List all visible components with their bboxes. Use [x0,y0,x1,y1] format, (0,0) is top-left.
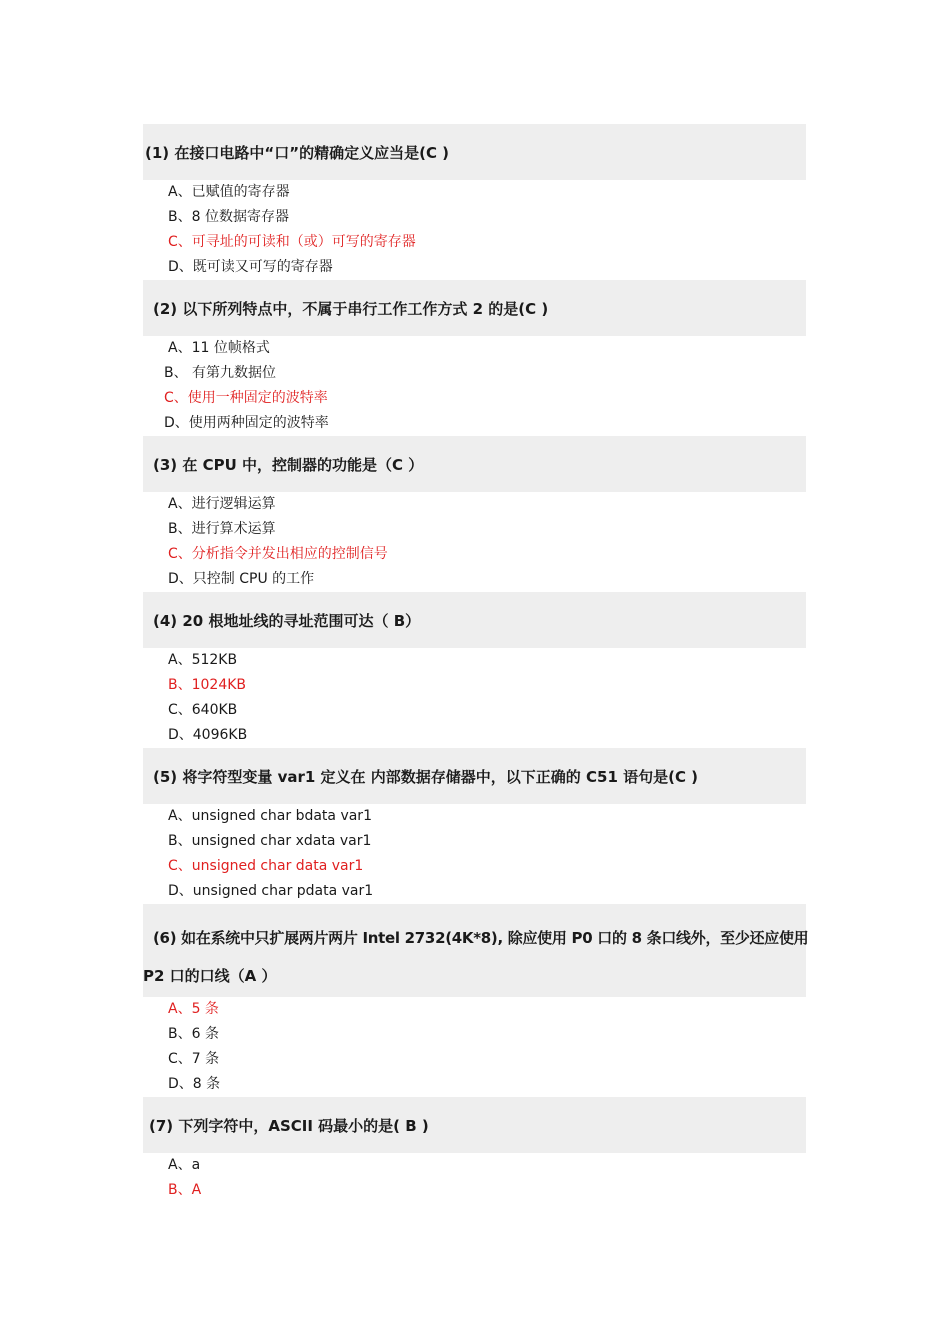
option-b: B、unsigned char xdata var1 [168,833,372,849]
question-title: (2) 以下所列特点中，不属于串行工作工作方式 2 的是(C ) [143,280,806,336]
option-a-correct: A、5 条 [168,1001,219,1017]
option-d: D、8 条 [168,1076,221,1092]
question-2 [143,280,806,436]
option-list [143,180,806,280]
option-list [143,492,806,592]
option-c-correct: C、unsigned char data var1 [168,858,364,874]
option-b-correct: B、1024KB [168,677,247,693]
question-6 [143,904,809,1097]
option-list [143,648,806,748]
option-list [143,1153,806,1203]
option-a: A、a [168,1157,201,1173]
question-3 [143,436,806,592]
option-c-correct: C、可寻址的可读和（或）可写的寄存器 [168,234,416,250]
option-c: C、640KB [168,702,238,718]
option-list [143,997,806,1097]
option-c: C、7 条 [168,1051,220,1067]
option-b: B、6 条 [168,1026,219,1042]
question-title: (7) 下列字符中，ASCII 码最小的是( B ) [143,1097,806,1153]
option-a: A、512KB [168,652,238,668]
option-d: D、使用两种固定的波特率 [164,415,329,431]
option-b: B、进行算术运算 [168,521,276,537]
option-c-correct: C、分析指令并发出相应的控制信号 [168,546,388,562]
option-c-correct: C、使用一种固定的波特率 [164,390,328,406]
question-5 [143,748,806,904]
question-7 [143,1097,806,1203]
option-d: D、4096KB [168,727,248,743]
option-a: A、进行逻辑运算 [168,496,276,512]
option-b: B、8 位数据寄存器 [168,209,289,225]
question-title-line2: P2 口的口线（A ） [143,967,277,985]
question-title [143,904,809,997]
option-list [143,336,806,436]
question-title: (3) 在 CPU 中，控制器的功能是（C ） [143,436,806,492]
option-a: A、已赋值的寄存器 [168,184,290,200]
option-b: B、 有第九数据位 [164,365,277,381]
question-title: (1) 在接口电路中“口”的精确定义应当是(C ) [143,124,806,180]
question-title-line1: (6) 如在系统中只扩展两片两片 Intel 2732(4K*8), 除应使用 P0 口的 8 条口线外，至少还应使用 [153,929,809,947]
option-b-correct: B、A [168,1182,202,1198]
option-list [143,804,806,904]
option-d: D、unsigned char pdata var1 [168,883,374,899]
option-d: D、既可读又可写的寄存器 [168,259,333,275]
option-a: A、11 位帧格式 [168,340,270,356]
question-4 [143,592,806,748]
question-1 [143,124,806,280]
option-d: D、只控制 CPU 的工作 [168,571,315,587]
question-title: (5) 将字符型变量 var1 定义在 内部数据存储器中，以下正确的 C51 语句是(C ) [143,748,806,804]
question-title: (4) 20 根地址线的寻址范围可达（ B） [143,592,806,648]
option-a: A、unsigned char bdata var1 [168,808,372,824]
